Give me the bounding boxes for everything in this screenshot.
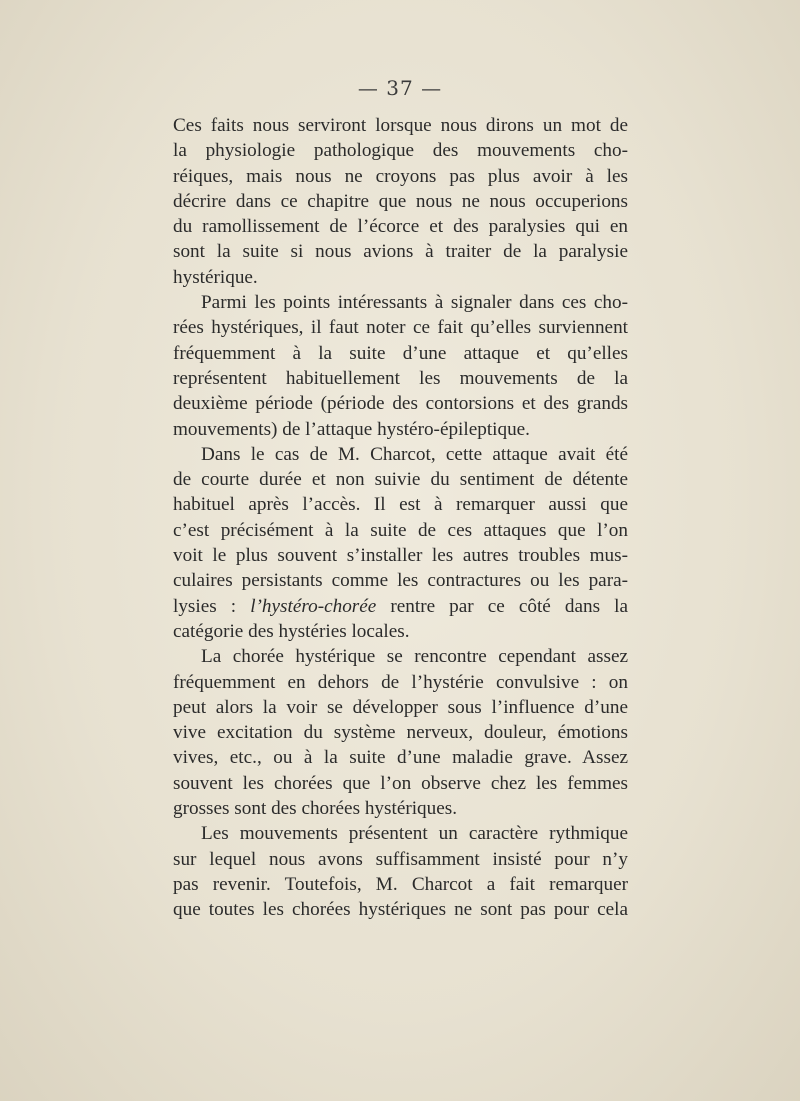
text-line: sur lequel nous avons suffisamment insisté pour n’y: [173, 848, 628, 870]
text-line: c’est précisément à la suite de ces attaques que l’on: [173, 519, 628, 541]
paragraph-start-line: Dans le cas de M. Charcot, cette attaque avait été: [201, 443, 628, 465]
text-line: sont la suite si nous avions à traiter de la paralysie: [173, 241, 628, 263]
body-text: [173, 113, 628, 923]
page-number: — 37 —: [357, 76, 443, 100]
text-line: fréquemment à la suite d’une attaque et qu’elles: [173, 342, 628, 364]
paragraph-start-line: Les mouvements présentent un caractère rythmique: [201, 823, 628, 845]
paragraph-start-line: La chorée hystérique se rencontre cependant assez: [201, 646, 628, 668]
text-line: du ramollissement de l’écorce et des paralysies qui en: [173, 216, 628, 238]
text-line-with-italic: [173, 594, 628, 619]
text-fragment: lysies :: [173, 595, 251, 617]
text-fragment: rentre par ce côté dans la: [376, 595, 628, 617]
text-line: grosses sont des chorées hystériques.: [173, 798, 458, 820]
text-line: réiques, mais nous ne croyons pas plus avoir à les: [173, 165, 628, 187]
text-line: vives, etc., ou à la suite d’une maladie grave. Assez: [173, 747, 628, 769]
text-line: pas revenir. Toutefois, M. Charcot a fait remarquer: [173, 873, 628, 895]
text-line: que toutes les chorées hystériques ne sont pas pour cela: [173, 899, 628, 921]
paragraph-start-line: Parmi les points intéressants à signaler dans ces cho-: [201, 292, 628, 314]
text-line: catégorie des hystéries locales.: [173, 620, 410, 642]
text-line: habituel après l’accès. Il est à remarquer aussi que: [173, 494, 628, 516]
text-line: voit le plus souvent s’installer les autres troubles mus-: [173, 545, 628, 567]
text-line: décrire dans ce chapitre que nous ne nous occuperions: [173, 190, 628, 212]
text-line: représentent habituellement les mouvements de la: [173, 367, 628, 389]
text-line: souvent les chorées que l’on observe chez les femmes: [173, 772, 628, 794]
text-line: mouvements) de l’attaque hystéro-épileptique.: [173, 418, 530, 440]
text-line: peut alors la voir se développer sous l’influence d’une: [173, 696, 628, 718]
text-line: Ces faits nous serviront lorsque nous dirons un mot de: [173, 115, 628, 136]
italic-term: l’hystéro-chorée: [250, 595, 377, 617]
text-line: culaires persistants comme les contractures ou les para-: [173, 570, 628, 592]
text-line: de courte durée et non suivie du sentiment de détente: [173, 469, 628, 491]
text-line: la physiologie pathologique des mouvements cho-: [173, 140, 628, 162]
text-line: hystérique.: [173, 266, 258, 288]
text-line: vive excitation du système nerveux, douleur, émotions: [173, 722, 628, 744]
text-line: deuxième période (période des contorsions et des grands: [173, 393, 628, 415]
text-line: rées hystériques, il faut noter ce fait qu’elles surviennent: [173, 317, 628, 339]
text-line: fréquemment en dehors de l’hystérie convulsive : on: [173, 671, 628, 693]
